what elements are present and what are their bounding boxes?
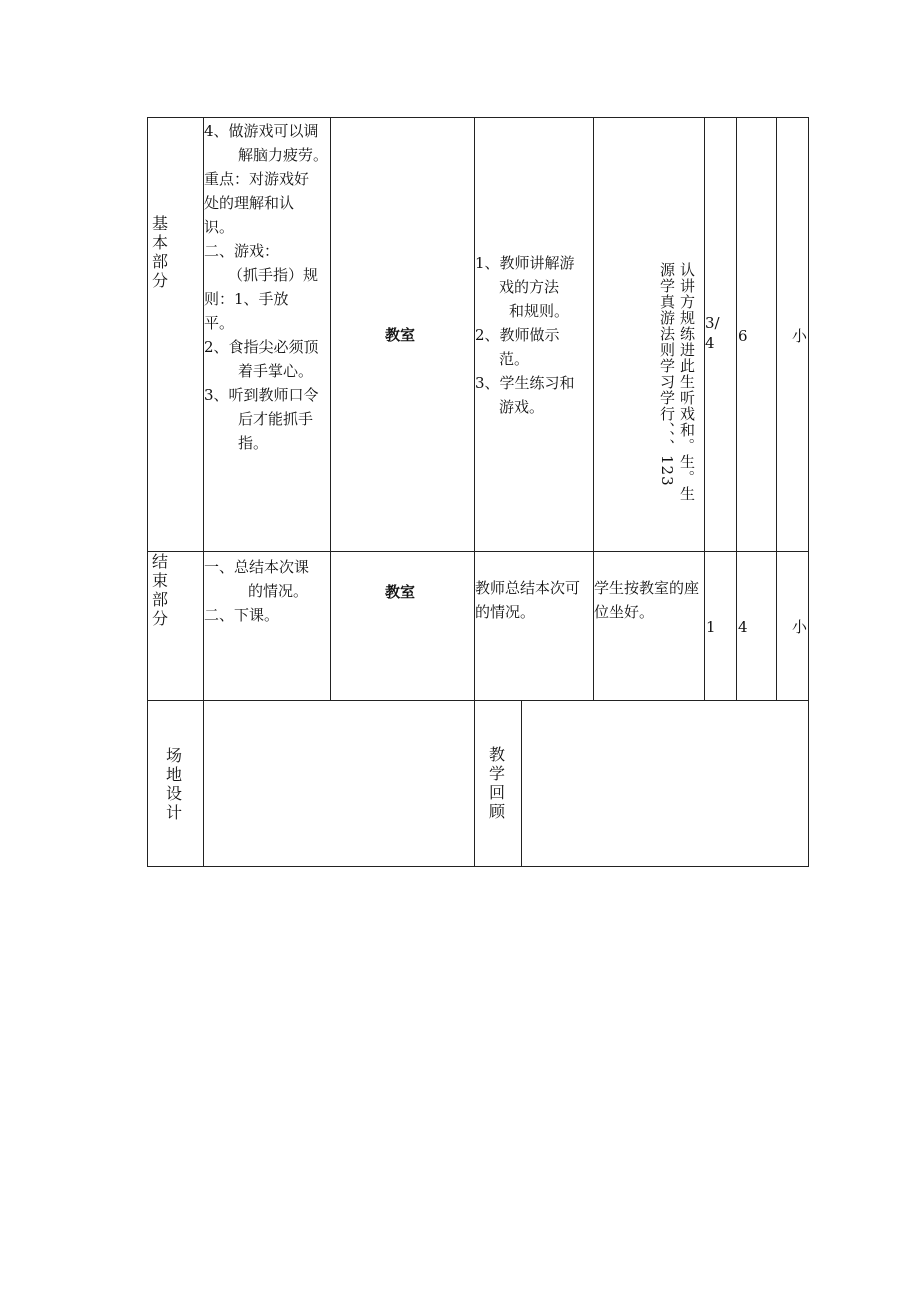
basic-teacher-activity — [475, 251, 593, 419]
teacher-line: 2、教师做示 — [475, 326, 560, 344]
content-line: 后才能抓手 — [238, 410, 314, 428]
content-line: 3、听到教师口令 — [204, 386, 319, 404]
content-line: 4、做游戏可以调 — [204, 122, 319, 140]
content-line: 处的理解和认 — [204, 194, 295, 212]
basic-count-b: 6 — [738, 327, 748, 345]
teaching-review-label: 教学回顾 — [488, 745, 505, 821]
table-border-bottom — [147, 866, 809, 867]
teacher-line: 游戏。 — [499, 398, 545, 416]
teacher-line: 和规则。 — [509, 302, 570, 320]
content-line: 识。 — [204, 218, 235, 236]
content-line: 二、下课。 — [204, 606, 280, 624]
ending-content — [204, 555, 334, 627]
site-design-label: 场地设计 — [165, 746, 182, 822]
teacher-line: 3、学生练习和 — [475, 374, 575, 392]
content-line: 2、食指尖必须顶 — [204, 338, 319, 356]
row-divider-2 — [147, 700, 809, 701]
content-line: （抓手指）规 — [228, 266, 319, 284]
section-label-basic: 基本部分 — [151, 214, 168, 290]
basic-count-a: 3/4 — [705, 314, 720, 352]
teacher-line: 1、教师讲解游 — [475, 254, 575, 272]
content-line: 一、总结本次课 — [204, 558, 310, 576]
content-line: 解脑力疲劳。 — [238, 146, 329, 164]
table-border-left — [147, 117, 148, 867]
ending-count-b: 4 — [738, 618, 748, 636]
ending-student-activity: 学生按教室的座位坐好。 — [594, 579, 700, 621]
basic-student-activity-col2: 源学真游法则学习学行、、、123 — [658, 262, 676, 487]
teacher-line: 戏的方法 — [499, 278, 560, 296]
table-border-top — [147, 117, 809, 118]
ending-count-a: 1 — [706, 618, 716, 636]
col-divider-5 — [704, 117, 705, 700]
col-divider-7 — [776, 117, 777, 700]
col-divider-review — [521, 700, 522, 867]
content-line: 重点：对游戏好 — [204, 170, 310, 188]
content-line: 则：1、手放 — [204, 290, 289, 308]
content-line: 指。 — [238, 434, 269, 452]
section-label-ending: 结束部分 — [151, 552, 168, 628]
content-line: 着手掌心。 — [238, 362, 314, 380]
col-divider-6 — [736, 117, 737, 700]
col-divider-3 — [474, 117, 475, 867]
row-divider-1 — [147, 551, 809, 552]
content-line: 的情况。 — [248, 582, 309, 600]
basic-student-activity-col1: 认讲方规练进此生听戏和。生。生 — [678, 262, 696, 502]
teacher-line: 范。 — [499, 350, 530, 368]
content-line: 二、游戏： — [204, 242, 280, 260]
ending-venue: 教室 — [385, 583, 416, 601]
ending-intensity: 小 — [792, 618, 808, 636]
basic-venue: 教室 — [385, 326, 416, 344]
ending-teacher-activity: 教师总结本次可的情况。 — [475, 579, 581, 621]
table-border-right — [808, 117, 809, 867]
content-line: 平。 — [204, 314, 235, 332]
basic-content — [204, 119, 334, 455]
basic-intensity: 小 — [792, 327, 808, 345]
